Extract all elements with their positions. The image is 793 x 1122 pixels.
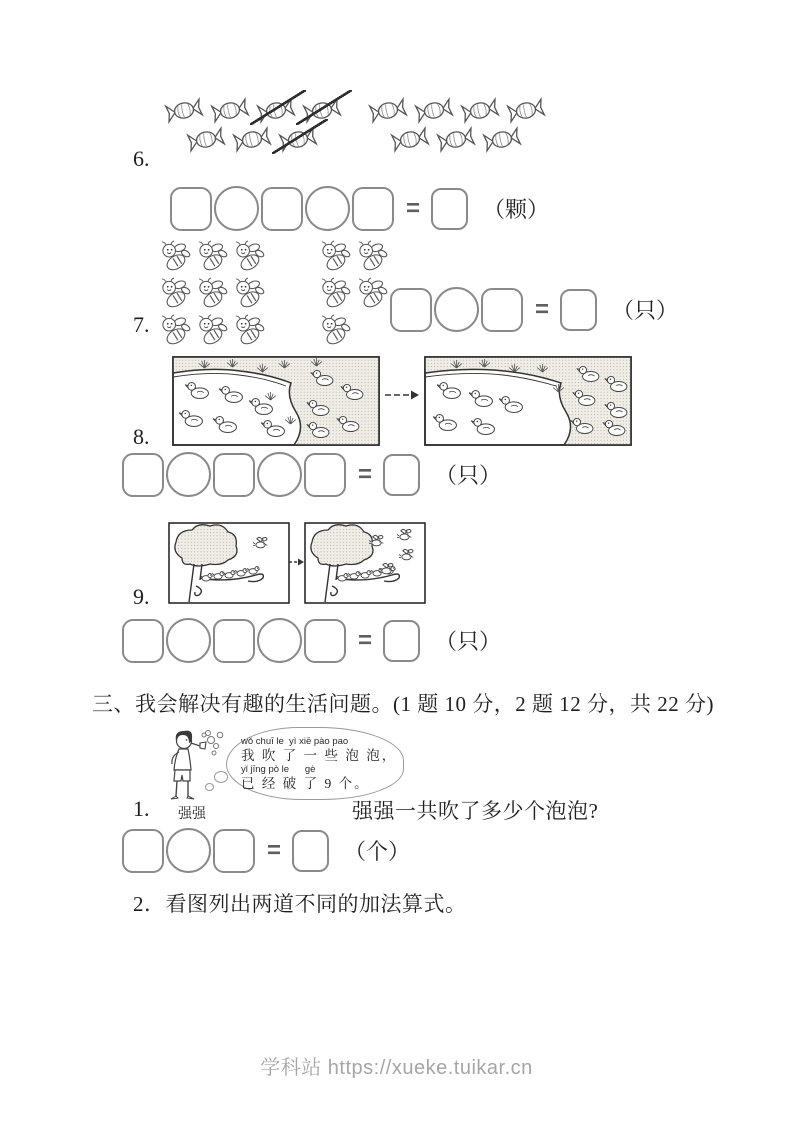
bubble-pinyin-line1: wǒ chuī le yì xiē pào pao [241, 736, 349, 747]
equals-sign: = [267, 836, 282, 864]
bee-icon [318, 314, 352, 347]
section3-q1-equation [122, 828, 410, 873]
bee-row [318, 240, 389, 273]
section3-q1-question: 强强一共吹了多少个泡泡? [352, 799, 599, 823]
blank-box[interactable] [122, 829, 164, 873]
question6-candies-left-group [164, 98, 342, 152]
equals-sign: = [535, 295, 550, 323]
unit-label: （只） [435, 629, 502, 654]
arrow-icon [384, 388, 420, 402]
bee-row [158, 314, 266, 347]
tree-canopy [175, 525, 237, 566]
equals-sign: = [406, 194, 421, 222]
equals-sign: = [358, 460, 373, 488]
question8-pond-scene-after [424, 356, 632, 446]
blank-shape-row [122, 828, 255, 873]
answer-box[interactable] [560, 289, 597, 331]
question7-number: 7. [133, 312, 150, 337]
candy-icon [256, 98, 296, 123]
section3-q1-number: 1. [133, 796, 150, 821]
bee-row [318, 314, 389, 347]
bee-icon [195, 277, 229, 310]
blank-circle[interactable] [166, 452, 211, 497]
candy-row [368, 98, 546, 123]
footer-watermark: 学科站 https://xueke.tuikar.cn [260, 1057, 533, 1079]
equals-sign: = [358, 626, 373, 654]
blank-circle[interactable] [257, 452, 302, 497]
bee-icon [232, 240, 266, 273]
question7-equation [390, 287, 678, 332]
question9-number: 9. [133, 584, 150, 609]
bee-row [158, 277, 266, 310]
bubble-chinese-line2: 已 经 破 了 9 个。 [241, 776, 370, 791]
candy-icon [302, 98, 342, 123]
question8-equation [122, 452, 501, 497]
candy-icon [278, 127, 318, 152]
blank-circle[interactable] [214, 186, 259, 231]
blank-shape-row [122, 452, 346, 497]
blank-box[interactable] [213, 829, 255, 873]
candy-icon [164, 98, 204, 123]
blank-box[interactable] [122, 453, 164, 497]
candy-icon [232, 127, 272, 152]
question7-bees-left-group [158, 240, 266, 347]
question6-equation [170, 186, 549, 231]
question9-equation [122, 618, 501, 663]
candy-icon [368, 98, 408, 123]
blank-box[interactable] [122, 619, 164, 663]
bee-icon [195, 314, 229, 347]
question9-tree-scene-after [304, 522, 426, 604]
bee-icon [195, 240, 229, 273]
candy-icon [482, 127, 522, 152]
blank-box[interactable] [304, 453, 346, 497]
blank-circle[interactable] [257, 618, 302, 663]
bee-icon [318, 277, 352, 310]
blank-shape-row [122, 618, 346, 663]
bee-icon [158, 240, 192, 273]
bee-icon [232, 277, 266, 310]
candy-icon [414, 98, 454, 123]
arrow-icon [289, 557, 304, 567]
tree-canopy [311, 525, 373, 566]
blank-box[interactable] [170, 187, 212, 231]
blank-box[interactable] [304, 619, 346, 663]
candy-icon [390, 127, 430, 152]
bubble-pinyin-line2: yǐ jīng pò le gè [241, 764, 316, 775]
unit-label: （颗） [483, 197, 550, 222]
question7-bees-right-group [318, 240, 389, 347]
blank-circle[interactable] [166, 618, 211, 663]
question6-number: 6. [133, 146, 150, 171]
blank-box[interactable] [261, 187, 303, 231]
answer-box[interactable] [383, 620, 420, 662]
unit-label: （个） [344, 839, 411, 864]
question6-candies-right-group [368, 98, 546, 152]
candy-icon [210, 98, 250, 123]
question9-tree-scene-before [168, 522, 290, 604]
candy-icon [186, 127, 226, 152]
candy-icon [436, 127, 476, 152]
unit-label: （只） [612, 298, 679, 323]
blank-box[interactable] [390, 288, 432, 332]
speech-bubble [226, 727, 404, 800]
answer-box[interactable] [292, 830, 329, 872]
candy-row [186, 127, 342, 152]
question8-pond-scene-before [172, 356, 380, 446]
unit-label: （只） [435, 463, 502, 488]
blank-box[interactable] [213, 453, 255, 497]
bee-icon [355, 277, 389, 310]
section3-heading: 三、我会解决有趣的生活问题。(1 题 10 分，2 题 12 分，共 22 分) [92, 692, 714, 716]
candy-icon [460, 98, 500, 123]
blank-box[interactable] [481, 288, 523, 332]
blank-shape-row [170, 186, 394, 231]
candy-icon [506, 98, 546, 123]
blank-box[interactable] [352, 187, 394, 231]
answer-box[interactable] [383, 454, 420, 496]
bubble-chinese-line1: 我 吹 了 一 些 泡 泡， [241, 748, 398, 763]
boy-caption: 强强 [178, 807, 206, 822]
candy-row [390, 127, 546, 152]
bee-row [318, 277, 389, 310]
bee-icon [158, 314, 192, 347]
section3-q2-text: 2．看图列出两道不同的加法算式。 [133, 892, 467, 916]
blank-shape-row [390, 287, 523, 332]
bee-icon [158, 277, 192, 310]
bee-row [158, 240, 266, 273]
bee-icon [232, 314, 266, 347]
bee-icon [355, 240, 389, 273]
blank-box[interactable] [213, 619, 255, 663]
blank-circle[interactable] [166, 828, 211, 873]
bee-icon [318, 240, 352, 273]
blank-circle[interactable] [305, 186, 350, 231]
question8-number: 8. [133, 424, 150, 449]
blank-circle[interactable] [434, 287, 479, 332]
candy-row [164, 98, 342, 123]
answer-box[interactable] [431, 188, 468, 230]
